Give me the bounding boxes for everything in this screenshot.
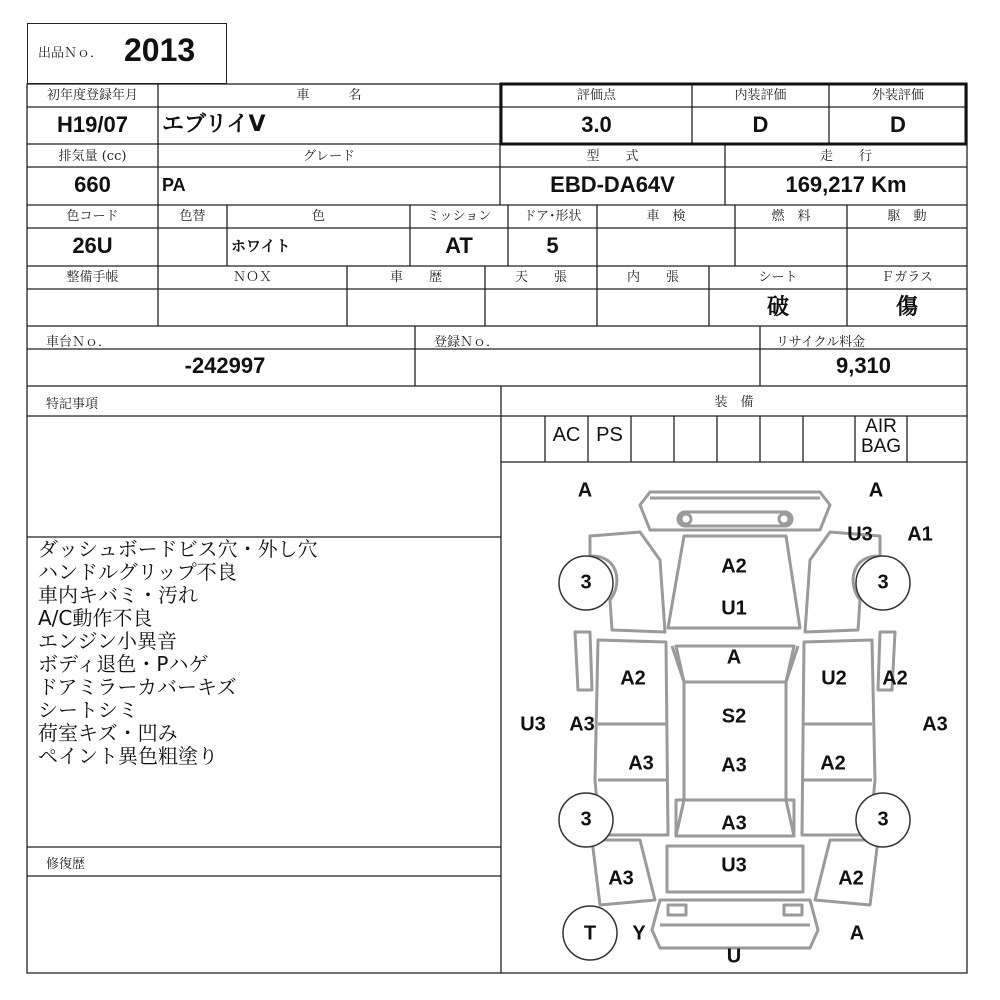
dmg-left-u3: U3 [520, 713, 546, 736]
repaint-label: 色替 [179, 209, 206, 224]
door-value: 5 [546, 233, 559, 258]
drive-label: 駆 動 [887, 209, 927, 224]
note-line: ハンドルグリップ不良 [38, 560, 237, 584]
dmg-y-mark: Y [632, 922, 646, 945]
dmg-left-a2: A2 [620, 667, 646, 690]
dmg-tire-rr: 3 [877, 808, 889, 831]
displacement-value: 660 [74, 172, 111, 197]
inspection-label: 車 検 [646, 209, 686, 224]
dmg-right-a2b: A2 [820, 752, 846, 775]
note-line: エンジン小異音 [38, 629, 177, 653]
interior-trim-label: 内 張 [626, 270, 679, 285]
lot-number: 2013 [124, 32, 196, 68]
color-label: 色 [311, 209, 325, 224]
mileage-label: 走 行 [819, 149, 872, 164]
colorcode-label: 色コード [66, 209, 119, 224]
service-label: 整備手帳 [66, 270, 119, 285]
grade-label: グレード [302, 149, 355, 164]
interior-value: D [752, 112, 769, 137]
colorcode-value: 26U [72, 233, 113, 258]
note-line: A/C動作不良 [38, 606, 153, 630]
exterior-label: 外装評価 [871, 88, 924, 103]
equip-ac: AC [552, 424, 581, 446]
dmg-left-a3: A3 [569, 713, 595, 736]
dmg-roof-s2: S2 [721, 705, 747, 728]
dmg-front-right: A [868, 479, 884, 502]
seat-value: 破 [766, 294, 789, 320]
note-line: 荷室キズ・凹み [38, 721, 178, 745]
recycle-value: 9,310 [835, 353, 892, 378]
lot-label: 出品Ｎｏ． [38, 46, 104, 61]
nox-label: ＮＯＸ [232, 270, 272, 285]
dmg-tire-fr: 3 [877, 571, 889, 594]
dmg-right-a2: A2 [882, 667, 908, 690]
displacement-label: 排気量 (cc) [58, 149, 127, 164]
dmg-left-a3b: A3 [628, 752, 654, 775]
dmg-fr-a1: A1 [907, 523, 933, 546]
dmg-front-left: A [577, 479, 593, 502]
repair-label: 修復歴 [46, 857, 86, 872]
model-label: 型 式 [586, 149, 639, 164]
glass-value: 傷 [895, 294, 918, 320]
model-value: EBD-DA64V [550, 172, 675, 197]
dmg-hood-a2: A2 [721, 555, 747, 578]
name-label: 車 名 [296, 88, 362, 103]
note-line: ダッシュボードビス穴・外し穴 [38, 537, 318, 561]
dmg-right-u2: U2 [821, 667, 847, 690]
equip-ps: PS [596, 424, 623, 446]
year-label: 初年度登録年月 [46, 88, 138, 103]
dmg-roof-front: A [726, 646, 742, 669]
year-value: H19/07 [57, 112, 128, 137]
dmg-right-a3: A3 [922, 713, 948, 736]
color-value: ホワイト [231, 237, 291, 255]
dmg-hood-u1: U1 [721, 597, 747, 620]
chassis-value: -242997 [184, 353, 266, 378]
car-name: エブリイV [162, 112, 266, 137]
notes-list [38, 538, 498, 768]
score-value: 3.0 [581, 112, 612, 137]
dmg-roof-a3: A3 [721, 754, 747, 777]
note-line: 車内キバミ・汚れ [38, 583, 198, 607]
exterior-value: D [890, 112, 906, 137]
dmg-bumper-rear: A [849, 922, 865, 945]
note-line: ペイント異色粗塗り [38, 744, 218, 768]
dmg-tire-fl: 3 [580, 571, 592, 594]
mission-label: ミッション [426, 209, 492, 224]
note-line: シートシミ [38, 698, 138, 722]
dmg-spare-t: T [583, 922, 597, 945]
fuel-label: 燃 料 [771, 209, 811, 224]
dmg-rear-right-a2: A2 [838, 867, 864, 890]
equipment-label: 装 備 [714, 395, 754, 410]
dmg-roof-rear: A3 [721, 812, 747, 835]
ceiling-label: 天 張 [514, 270, 567, 285]
grade-value: PA [162, 175, 186, 195]
mission-value: AT [445, 233, 473, 258]
history-label: 車 歴 [389, 270, 442, 285]
recycle-label: リサイクル料金 [776, 335, 866, 350]
airbag-line2: BAG [860, 436, 902, 457]
chassis-label: 車台Ｎｏ． [46, 335, 112, 350]
dmg-rear-left-a3: A3 [608, 867, 634, 890]
score-label: 評価点 [576, 88, 616, 103]
seat-label: シート [758, 270, 798, 285]
reg-label: 登録Ｎｏ． [434, 335, 500, 350]
interior-label: 内装評価 [734, 88, 787, 103]
notes-label: 特記事項 [46, 397, 99, 412]
mileage-value: 169,217 Km [785, 172, 907, 197]
note-line: ボディ退色・Pハゲ [38, 652, 209, 676]
dmg-bottom-u: U [726, 945, 742, 968]
door-label: ドア･形状 [523, 209, 582, 224]
note-line: ドアミラーカバーキズ [38, 675, 237, 699]
dmg-back-u3: U3 [721, 854, 747, 877]
glass-label: Ｆガラス [881, 270, 933, 285]
equip-airbag [855, 417, 907, 457]
airbag-line1: AIR [865, 416, 897, 437]
dmg-tire-rl: 3 [580, 808, 592, 831]
dmg-fr-u3: U3 [847, 523, 873, 546]
